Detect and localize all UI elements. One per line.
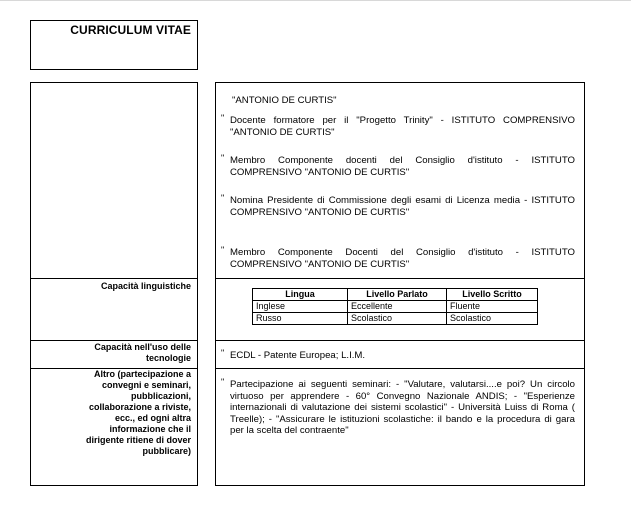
bullet-icon: " [221, 377, 225, 387]
top-divider [0, 0, 631, 1]
divider [216, 368, 584, 369]
experience-item: " Membro Componente docenti del Consiglio d'istituto - ISTITUTO COMPRENSIVO "ANTONIO DE CURTIS" [221, 153, 575, 178]
bullet-icon: " [221, 153, 225, 163]
technology-label: Capacità nell'uso delle tecnologie [94, 342, 191, 363]
experience-item: " Membro Componente Docenti del Consiglio d'istituto - ISTITUTO COMPRENSIVO "ANTONIO DE CURTIS" [221, 245, 575, 270]
divider [31, 278, 197, 279]
cv-title: CURRICULUM VITAE [70, 23, 191, 37]
content-column [215, 82, 585, 486]
experience-item: " Nomina Presidente di Commissione degli esami di Licenza media - ISTITUTO COMPRENSIVO "ANTONIO DE CURTIS" [221, 193, 575, 218]
other-value: " Partecipazione ai seguenti seminari: - "Valutare, valutarsi....e poi? Un circolo virtuoso per apprendere - 60° Convegno Nazionale ANDIS; - "Esperienze internazionali di valutazione dei sistemi scolastici" - Università Luiss di Roma ( Treelle); - "Assicurare le istituzioni scolastiche: il bando e la procedura di gara per la scelta del contraente" [221, 377, 575, 436]
experience-item: " Docente formatore per il "Progetto Trinity" - ISTITUTO COMPRENSIVO "ANTONIO DE CURTIS" [221, 113, 575, 138]
languages-label: Capacità linguistiche [100, 281, 191, 291]
table-row: Inglese Eccellente Fluente [253, 301, 538, 313]
table-header-row: Lingua Livello Parlato Livello Scritto [253, 289, 538, 301]
experience-name: "ANTONIO DE CURTIS" [232, 95, 337, 106]
technology-value: " ECDL - Patente Europea; L.I.M. [221, 348, 366, 361]
bullet-icon: " [221, 245, 225, 255]
bullet-icon: " [221, 113, 225, 123]
cv-title-box [30, 20, 198, 70]
divider [31, 340, 197, 341]
bullet-icon: " [221, 193, 225, 203]
bullet-icon: " [221, 348, 225, 358]
divider [216, 340, 584, 341]
table-row: Russo Scolastico Scolastico [253, 313, 538, 325]
divider [216, 278, 584, 279]
label-column [30, 82, 198, 486]
other-label: Altro (partecipazione a convegni e seminari, pubblicazioni, collaborazione a riviste, ecc., ed ogni altra informazione che il dirigente ritiene di dover pubblicare) [85, 369, 191, 456]
languages-table [252, 288, 538, 325]
